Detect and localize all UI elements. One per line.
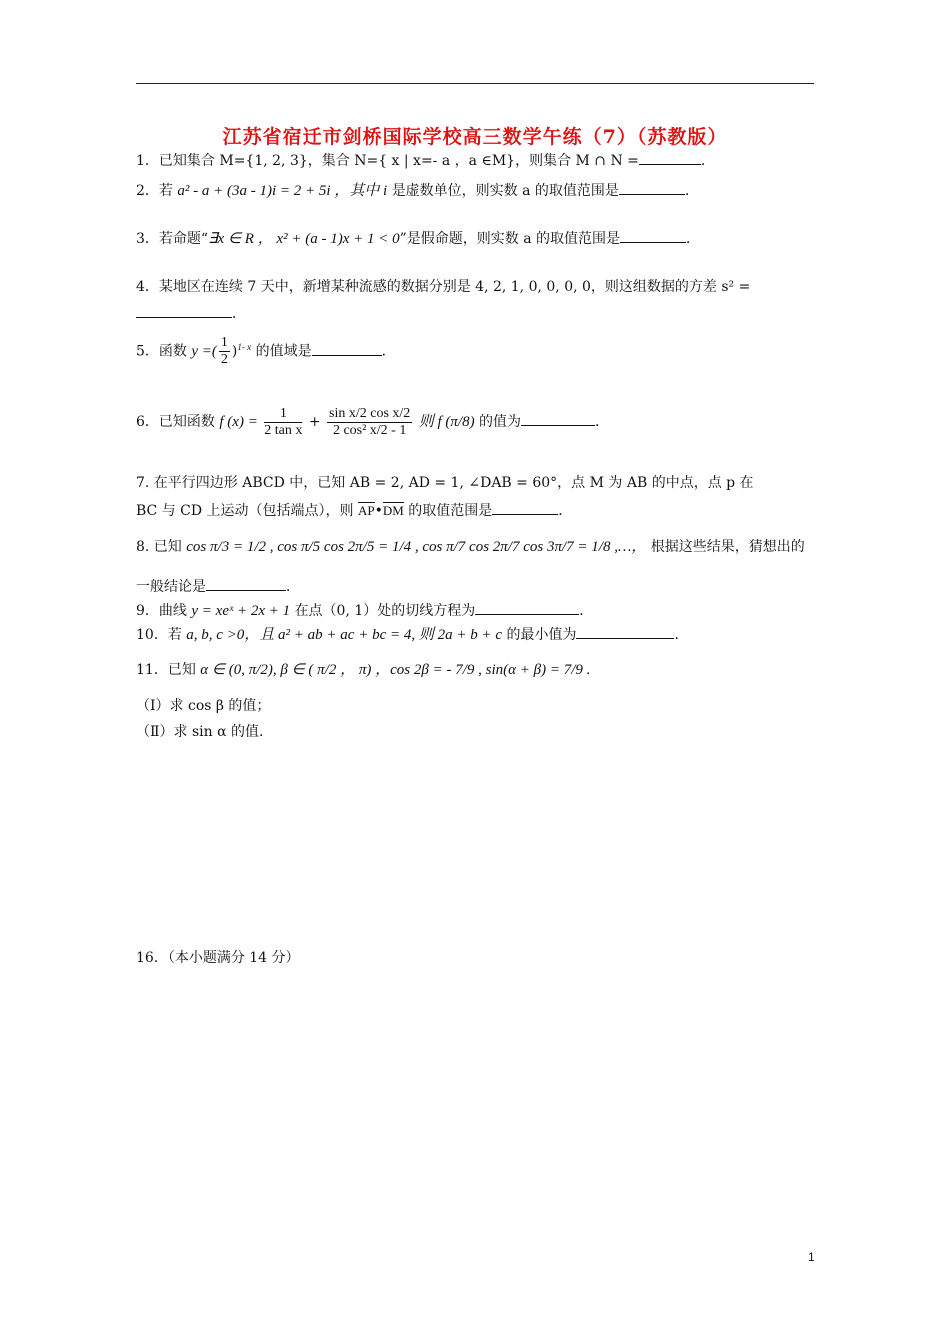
question-4: 4．某地区在连续 7 天中，新增某种流感的数据分别是 4, 2, 1, 0, 0, 0, 0，则这组数据的方差 s² = (136, 279, 751, 295)
question-16: 16．（本小题满分 14 分） (136, 950, 300, 966)
math-expression: cos π/3 = 1/2 , cos π/5 cos 2π/5 = 1/4 , cos π/7 cos 2π/7 cos 3π/7 = 1/8 ,…， (186, 539, 647, 555)
math-expression: ∃x ∈ R ， x² + (a - 1)x + 1 < 0 (208, 231, 400, 247)
answer-blank (576, 624, 674, 639)
answer-blank (521, 411, 595, 426)
question-8-line-2: 一般结论是 ． (136, 576, 300, 597)
document-title: 江苏省宿迁市剑桥国际学校高三数学午练（7）（苏教版） (222, 126, 728, 148)
question-11-part-1: （Ⅰ）求 cos β 的值； (136, 698, 271, 714)
question-1: 1．已知集合 M={1, 2, 3}，集合 N={ x | x=- a ，a ∈M}，则集合 M ∩ N = ． (136, 150, 715, 171)
answer-blank (206, 576, 286, 591)
answer-blank (492, 500, 558, 515)
question-4-answer-line: ． (136, 303, 246, 324)
math-expression: y = xeˣ + 2x + 1 (191, 603, 291, 619)
question-7-line-2: BC 与 CD 上运动（包括端点），则 AP•DM 的取值范围是 ． (136, 500, 572, 521)
answer-blank (620, 228, 686, 243)
math-expression: a² - a + (3a - 1)i = 2 + 5i ，其中 i (177, 183, 388, 199)
math-expression: α ∈ (0, π/2), β ∈ ( π/2 ， π) ，cos 2β = - 7/9 , sin(α + β) = 7/9 . (200, 662, 591, 678)
page-number: 1 (808, 1250, 815, 1264)
question-7: 7. 在平行四边形 ABCD 中，已知 AB = 2, AD = 1, ∠DAB = 60°，点 M 为 AB 的中点，点 p 在 (136, 475, 754, 491)
vector-dm: DM (382, 503, 404, 518)
question-6: 6．已知函数 f (x) = $\frac{1}{\text{2 tan x}}$ + $\frac{\text{sin x/2 cos x/2}}{\text{2 cos² x/2 - 1}}$ 则 f (π/8) 的值为 ． (136, 405, 610, 438)
fraction: $\frac{\text{sin x/2 cos x/2}}{\text{2 cos² x/2 - 1}}$ (329, 405, 411, 438)
vector-ap: AP (358, 503, 375, 518)
answer-blank (639, 150, 701, 165)
math-expression: a, b, c >0，且 a² + ab + ac + bc = 4, 则 2a + b + c (186, 627, 503, 643)
fraction: $\frac{1}{2}$ (220, 335, 228, 367)
question-9: 9．曲线 y = xeˣ + 2x + 1 在点（0, 1）处的切线方程为 ． (136, 600, 593, 621)
question-10: 10．若 a, b, c >0，且 a² + ab + ac + bc = 4, 则 2a + b + c 的最小值为 ． (136, 624, 688, 645)
question-8: 8. 已知 cos π/3 = 1/2 , cos π/5 cos 2π/5 = 1/4 , cos π/7 cos 2π/7 cos 3π/7 = 1/8 ,…， 根据这些结果，猜想出的 (136, 539, 805, 555)
question-2: 2．若 a² - a + (3a - 1)i = 2 + 5i ，其中 i 是虚数单位，则实数 a 的取值范围是 ． (136, 180, 699, 201)
header-rule (136, 83, 814, 84)
answer-blank (619, 180, 685, 195)
question-11: 11．已知 α ∈ (0, π/2), β ∈ ( π/2 ， π) ，cos 2β = - 7/9 , sin(α + β) = 7/9 . (136, 662, 591, 678)
answer-blank (475, 600, 579, 615)
question-1-text: 1．已知集合 M={1, 2, 3}，集合 N={ x | x=- a ，a ∈M}，则集合 M ∩ N = (136, 153, 639, 169)
question-11-part-2: （Ⅱ）求 sin α 的值． (136, 724, 273, 740)
answer-blank (312, 341, 382, 356)
answer-blank (136, 303, 232, 318)
fraction: $\frac{1}{\text{2 tan x}}$ (264, 405, 303, 438)
question-5: 5．函数 y =( $\frac{1}{2}$ )$^{1- x}$ 的值域是 ． (136, 335, 396, 367)
question-3: 3．若命题“∃x ∈ R ， x² + (a - 1)x + 1 < 0”是假命题，则实数 a 的取值范围是 ． (136, 228, 700, 249)
